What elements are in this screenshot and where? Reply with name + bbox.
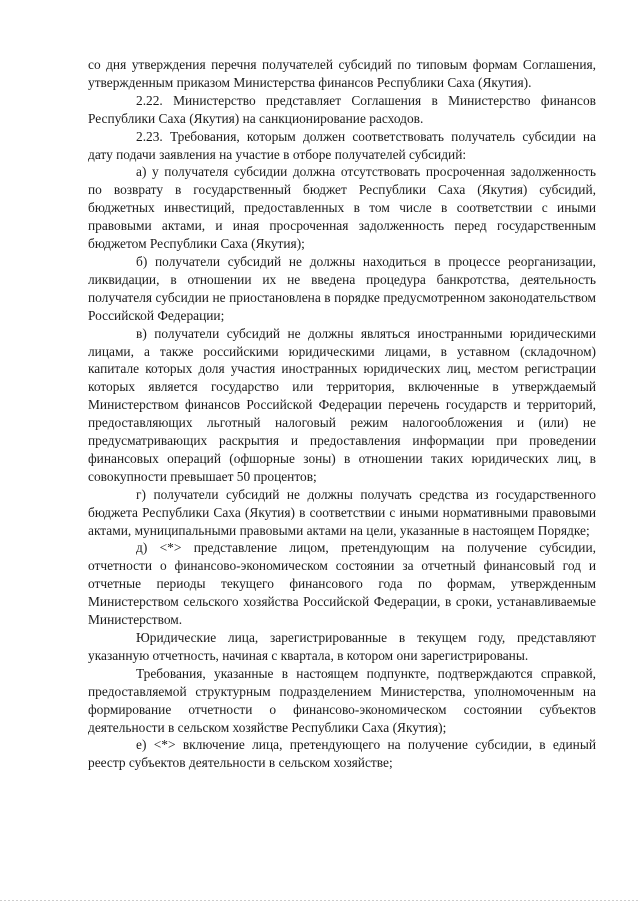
requirement-b: б) получатели субсидий не должны находиться в процессе реорганизации, ликвидации, в отношении их не введена процедура банкротства, деятельность получателя субсидии не приостановлена в порядке предусмотренном законодательством Российской Федерации; [88,253,596,323]
requirement-d: д) <*> представление лицом, претендующим на получение субсидии, отчетности о финансово-экономическом состоянии за отчетный финансовый год и отчетные периоды текущего финансового года по формам, утвержденным Министерством сельского хозяйства Российской Федерации, в сроки, устанавливаемые Министерством. [88,540,596,628]
paragraph-2-23: 2.23. Требования, которым должен соответствовать получатель субсидии на дату подачи заявления на участие в отборе получателей субсидий: [88,128,596,162]
requirement-e: е) <*> включение лица, претендующего на получение субсидии, в единый реестр субъектов деятельности в сельском хозяйстве; [88,737,596,771]
paragraph-2-22: 2.22. Министерство представляет Соглашения в Министерство финансов Республики Саха (Якутия) на санкционирование расходов. [88,92,596,126]
requirement-a: а) у получателя субсидии должна отсутствовать просроченная задолженность по возврату в государственный бюджет Республики Саха (Якутия) субсидий, бюджетных инвестиций, предоставленных в том числе в соответствии с иными правовыми актами, и иная просроченная задолженность перед государственным бюджетом Республики Саха (Якутия); [88,164,596,252]
paragraph-continuation: со дня утверждения перечня получателей субсидий по типовым формам Соглашения, утвержденным приказом Министерства финансов Республики Саха (Якутия). [88,57,596,90]
requirement-g: г) получатели субсидий не должны получать средства из государственного бюджета Республики Саха (Якутия) в соответствии с иными нормативными правовыми актами, муниципальными правовыми актами на цели, указанные в настоящем Порядке; [88,486,596,538]
document-page [88,56,596,772]
requirement-v: в) получатели субсидий не должны являться иностранными юридическими лицами, а также российскими юридическими лицами, в уставном (складочном) капитале которых доля участия иностранных юридических лиц, местом регистрации которых является государство или территория, включенные в утверждаемый Министерством финансов Российской Федерации перечень государств и территорий, предоставляющих льготный налоговый режим налогообложения и (или) не предусматривающих раскрытия и предоставления информации при проведении финансовых операций (офшорные зоны) в отношении таких юридических лиц, в совокупности превышает 50 процентов; [88,325,596,484]
scan-edge-line [0,900,640,901]
requirement-d-note-2: Требования, указанные в настоящем подпункте, подтверждаются справкой, предоставляемой структурным подразделением Министерства, уполномоченным на формирование отчетности о финансово-экономическом состоянии субъектов деятельности в сельском хозяйстве Республики Саха (Якутия); [88,665,596,735]
requirement-d-note-1: Юридические лица, зарегистрированные в текущем году, представляют указанную отчетность, начиная с квартала, в котором они зарегистрированы. [88,630,596,663]
